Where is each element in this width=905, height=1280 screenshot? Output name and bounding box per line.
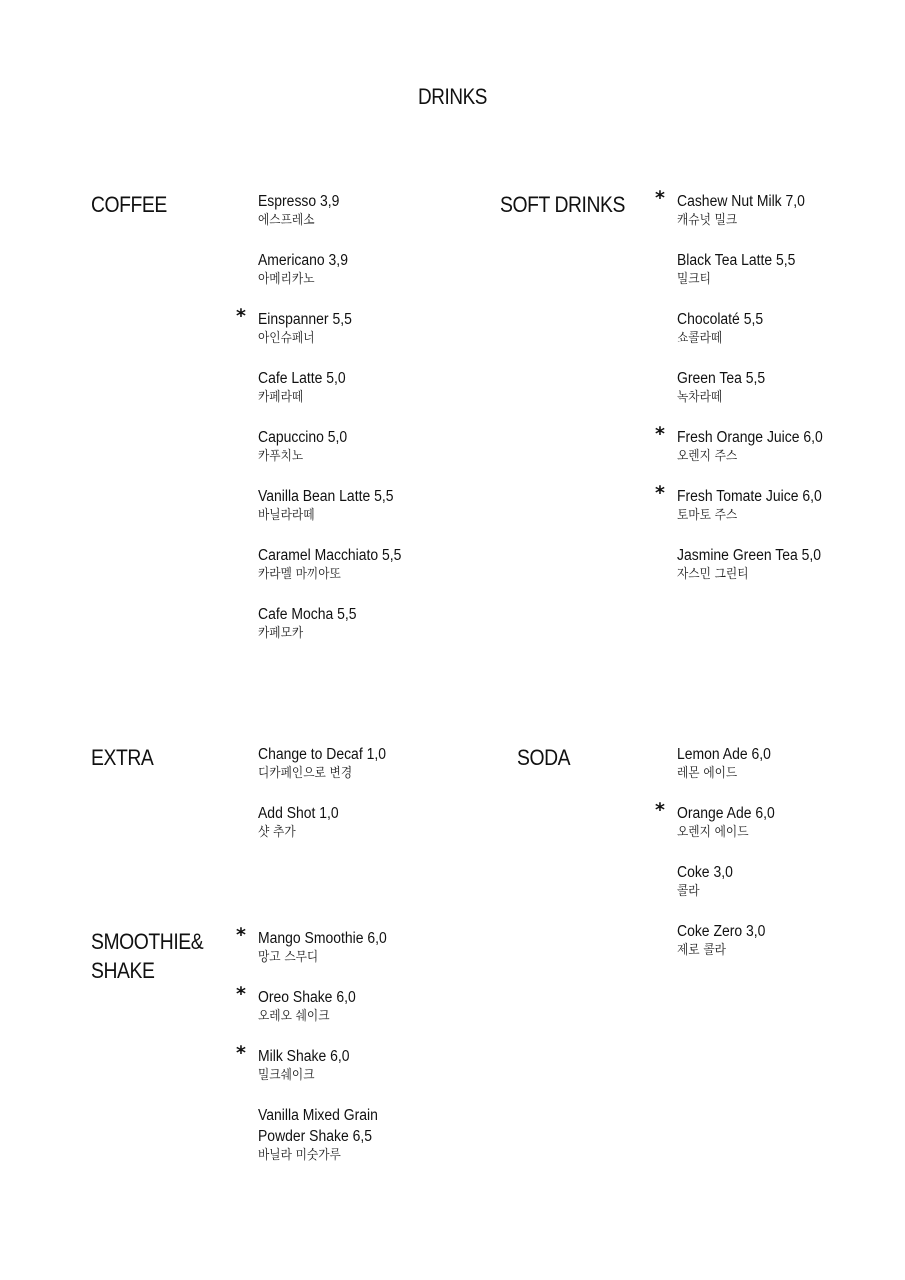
menu-item-korean-name: 녹차라떼 <box>677 390 723 405</box>
section-heading-smoothie-line1: SMOOTHIE& <box>91 929 204 954</box>
menu-item-name: Einspanner 5,5 <box>258 311 352 328</box>
menu-item-korean-name: 디카페인으로 변경 <box>258 766 353 781</box>
menu-item <box>655 187 839 230</box>
menu-item-name: Green Tea 5,5 <box>677 370 766 387</box>
menu-item-name: Espresso 3,9 <box>258 193 340 210</box>
menu-item <box>258 803 400 842</box>
menu-item-korean-name: 콜라 <box>677 884 700 899</box>
menu-item-name: Oreo Shake 6,0 <box>258 989 356 1006</box>
menu-item <box>258 545 417 584</box>
section-heading-smoothie-line2: SHAKE <box>91 958 155 983</box>
section-heading-coffee: COFFEE <box>91 192 167 217</box>
menu-item <box>677 744 786 783</box>
menu-item-name: Coke Zero 3,0 <box>677 923 766 940</box>
menu-item <box>677 545 839 584</box>
menu-item-korean-name: 밀크티 <box>677 272 711 287</box>
menu-list-smoothie-shake <box>236 924 428 1185</box>
menu-item-name: Americano 3,9 <box>258 252 348 269</box>
menu-item-name: Change to Decaf 1,0 <box>258 746 386 763</box>
menu-item-name: Cashew Nut Milk 7,0 <box>677 193 805 210</box>
menu-item-name: Cafe Mocha 5,5 <box>258 606 357 623</box>
menu-item <box>236 983 428 1026</box>
menu-item-korean-name: 오레오 쉐이크 <box>258 1009 330 1024</box>
menu-item <box>258 191 417 230</box>
asterisk-icon: * <box>655 482 665 504</box>
menu-item-name: Mango Smoothie 6,0 <box>258 930 387 947</box>
menu-item <box>258 604 417 643</box>
section-heading-soft-drinks: SOFT DRINKS <box>500 192 625 217</box>
menu-item-name: Capuccino 5,0 <box>258 429 348 446</box>
menu-item-korean-name: 카페모카 <box>258 626 304 641</box>
menu-item-korean-name: 아인슈페너 <box>258 331 315 346</box>
menu-item <box>258 744 400 783</box>
menu-item-korean-name: 카페라떼 <box>258 390 304 405</box>
menu-item-korean-name: 밀크쉐이크 <box>258 1068 315 1083</box>
menu-item-name: Black Tea Latte 5,5 <box>677 252 796 269</box>
menu-item <box>236 924 428 967</box>
menu-list-coffee <box>236 191 417 663</box>
menu-item <box>655 482 839 525</box>
menu-item <box>258 250 417 289</box>
asterisk-icon: * <box>236 924 246 946</box>
menu-item <box>677 250 839 289</box>
menu-item-name: Lemon Ade 6,0 <box>677 746 771 763</box>
menu-item-korean-name: 카라멜 마끼아또 <box>258 567 341 582</box>
menu-item <box>677 368 839 407</box>
menu-item <box>655 799 786 842</box>
asterisk-icon: * <box>655 799 665 821</box>
menu-item <box>258 427 417 466</box>
menu-item-name: Fresh Tomate Juice 6,0 <box>677 488 822 505</box>
menu-item <box>236 1042 428 1085</box>
menu-item-korean-name: 캐슈넛 밀크 <box>677 213 738 228</box>
menu-item-name: Chocolaté 5,5 <box>677 311 764 328</box>
asterisk-icon: * <box>655 423 665 445</box>
menu-list-extra <box>258 744 400 862</box>
menu-item <box>677 862 786 901</box>
menu-item-name: Coke 3,0 <box>677 864 733 881</box>
menu-item-korean-name: 오렌지 주스 <box>677 449 738 464</box>
page-title: DRINKS <box>418 84 487 109</box>
section-heading-soda: SODA <box>517 745 571 770</box>
asterisk-icon: * <box>655 187 665 209</box>
menu-item <box>677 921 786 960</box>
menu-item-korean-name: 바닐라 미숫가루 <box>258 1148 341 1163</box>
section-heading-smoothie-shake <box>91 927 203 985</box>
menu-item-korean-name: 제로 콜라 <box>677 943 726 958</box>
menu-item-korean-name: 레몬 에이드 <box>677 766 738 781</box>
menu-item <box>258 486 417 525</box>
menu-item-korean-name: 아메리카노 <box>258 272 315 287</box>
menu-item-name: Vanilla Bean Latte 5,5 <box>258 488 394 505</box>
menu-item <box>655 423 839 466</box>
menu-item-name: Milk Shake 6,0 <box>258 1048 350 1065</box>
menu-item-korean-name: 오렌지 에이드 <box>677 825 749 840</box>
asterisk-icon: * <box>236 305 246 327</box>
asterisk-icon: * <box>236 983 246 1005</box>
menu-item-name: Orange Ade 6,0 <box>677 805 775 822</box>
menu-item-korean-name: 토마토 주스 <box>677 508 738 523</box>
menu-item-name: Vanilla Mixed Grain Powder Shake 6,5 <box>258 1107 378 1145</box>
menu-list-soft-drinks <box>655 187 839 604</box>
menu-item-korean-name: 카푸치노 <box>258 449 304 464</box>
menu-list-soda <box>655 744 786 980</box>
menu-item <box>677 309 839 348</box>
menu-item-korean-name: 자스민 그린티 <box>677 567 749 582</box>
menu-item-korean-name: 에스프레소 <box>258 213 315 228</box>
menu-item-name: Jasmine Green Tea 5,0 <box>677 547 821 564</box>
menu-item <box>258 1105 428 1165</box>
menu-item-name: Add Shot 1,0 <box>258 805 339 822</box>
menu-item <box>258 368 417 407</box>
section-heading-extra: EXTRA <box>91 745 154 770</box>
menu-item-name: Cafe Latte 5,0 <box>258 370 346 387</box>
menu-item-name: Fresh Orange Juice 6,0 <box>677 429 823 446</box>
menu-item-korean-name: 망고 스무디 <box>258 950 319 965</box>
asterisk-icon: * <box>236 1042 246 1064</box>
menu-item-korean-name: 바닐라라떼 <box>258 508 315 523</box>
menu-item-korean-name: 샷 추가 <box>258 825 296 840</box>
menu-item-name: Caramel Macchiato 5,5 <box>258 547 402 564</box>
menu-item-korean-name: 쇼콜라떼 <box>677 331 723 346</box>
menu-item <box>236 305 417 348</box>
